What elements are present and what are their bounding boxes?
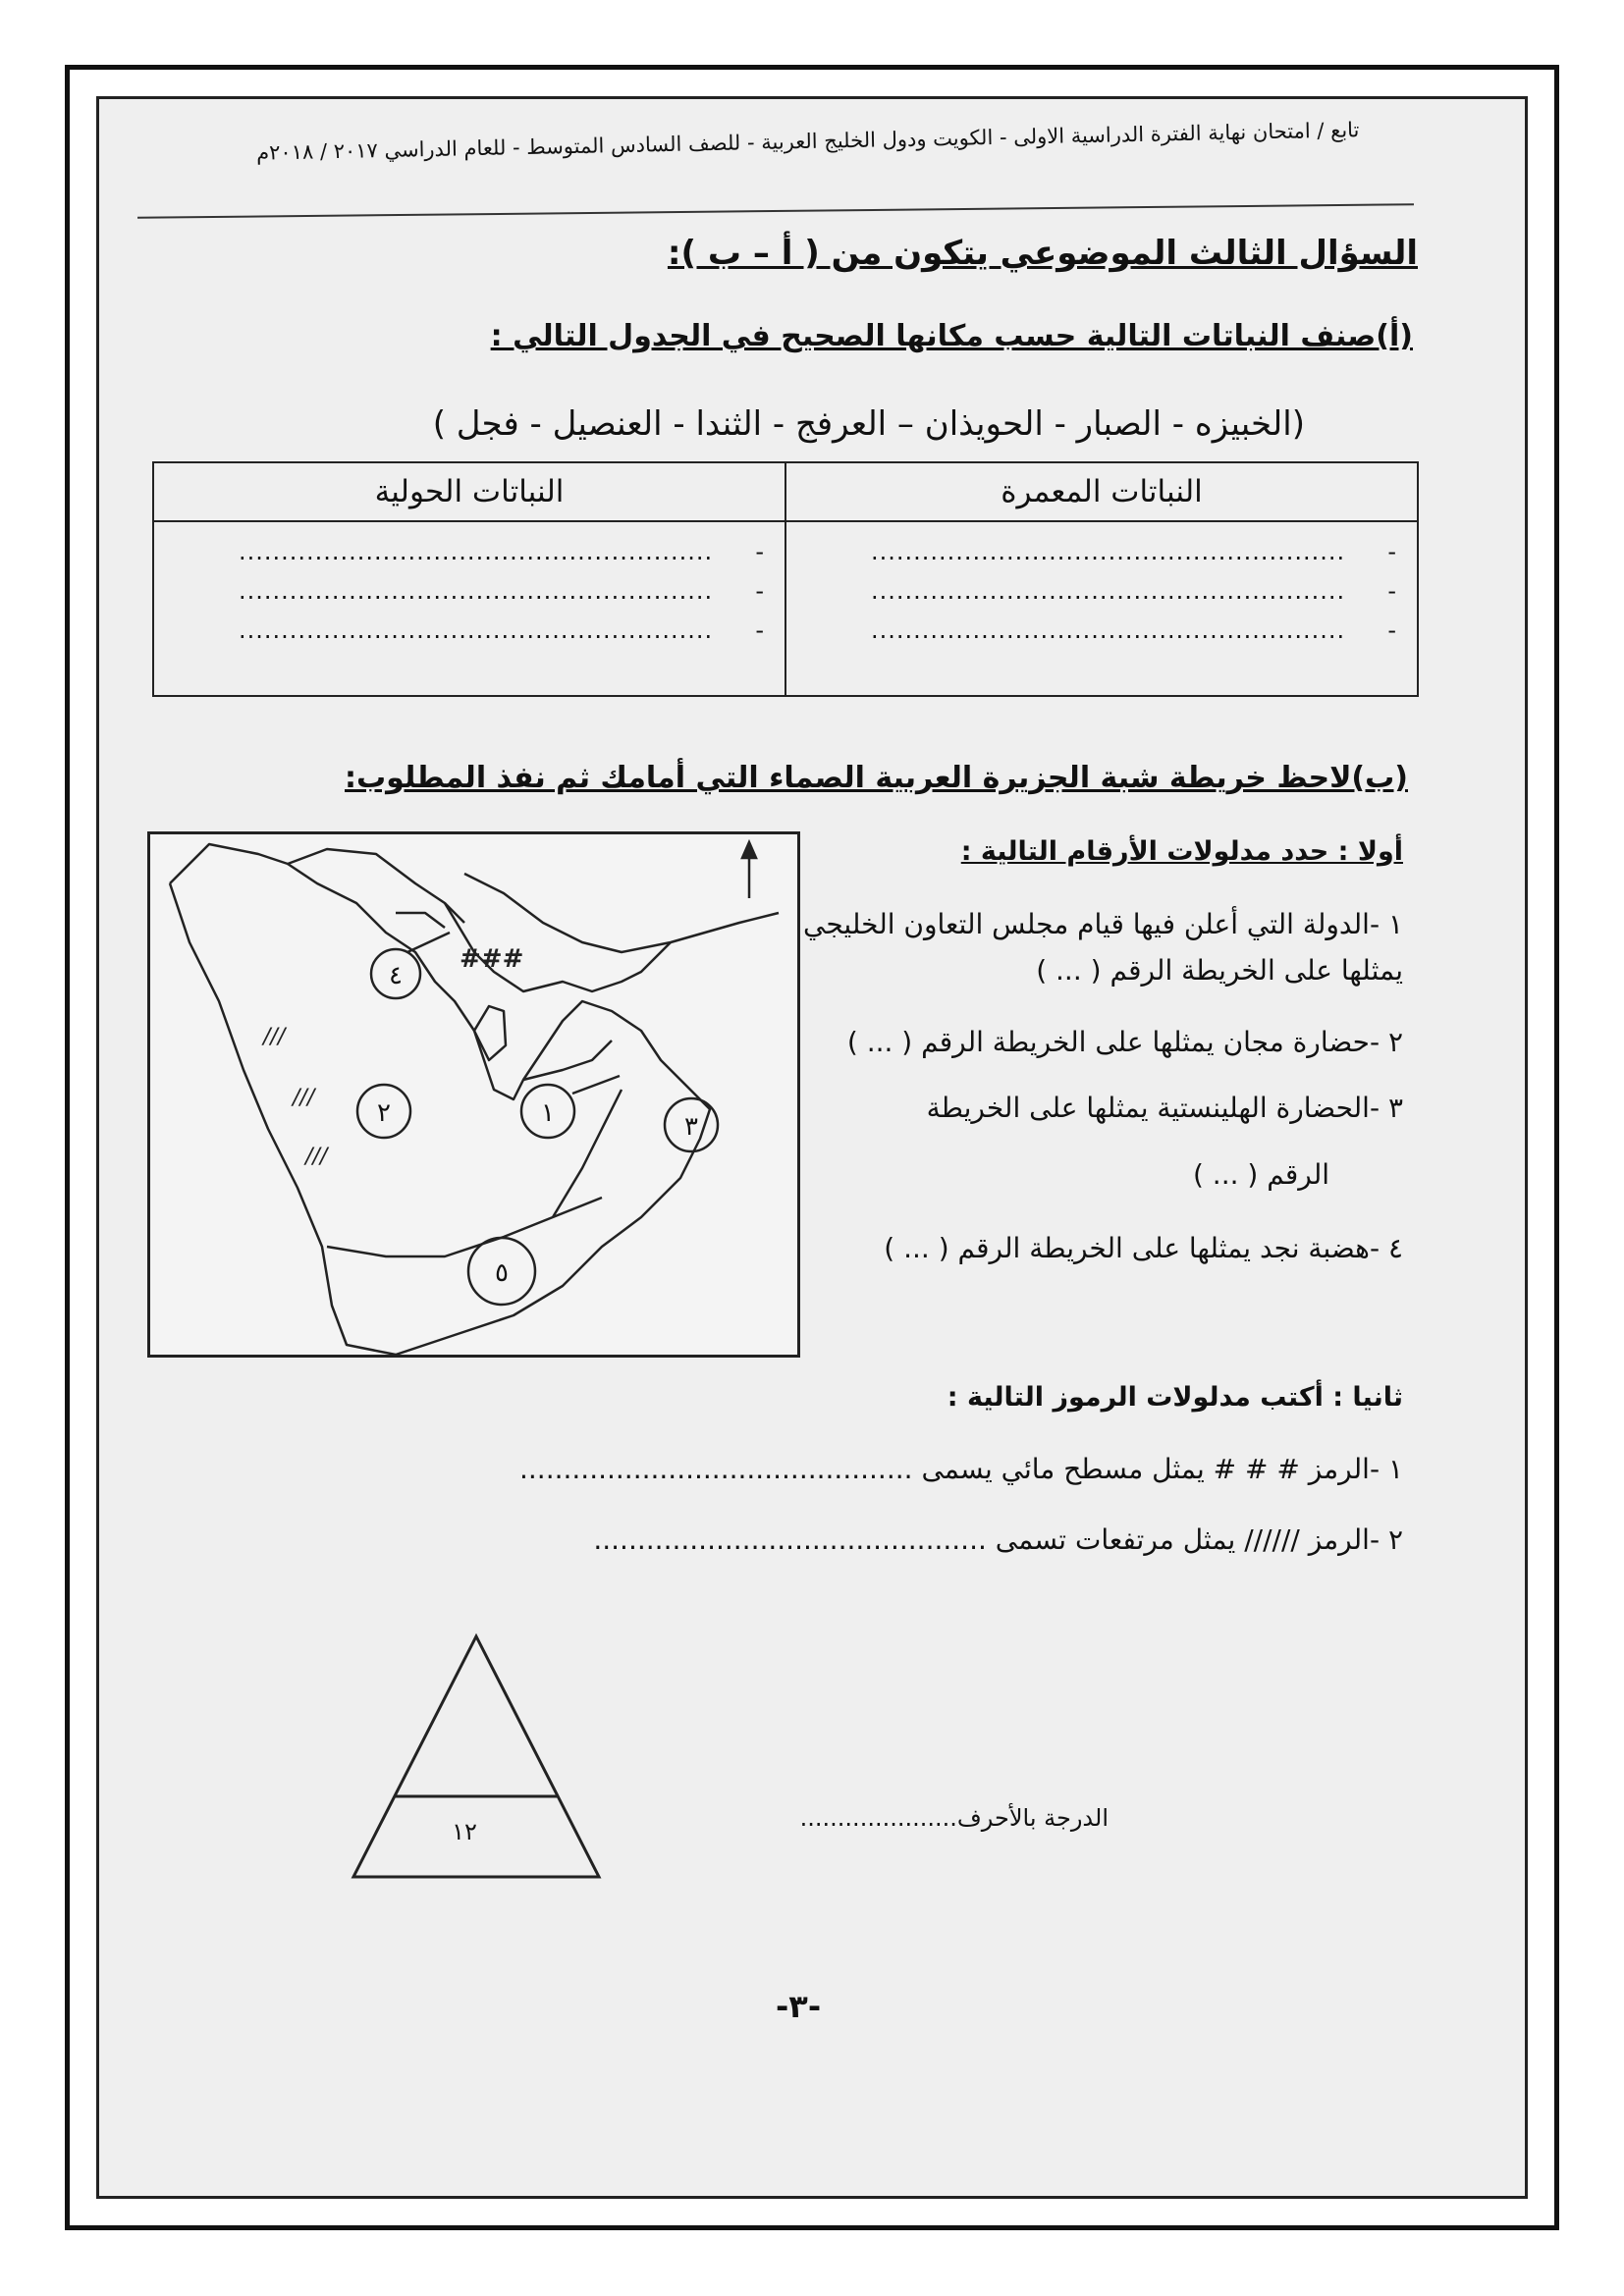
map-drawing [150, 834, 800, 1358]
symbol-item-1-blank[interactable]: ............................................. [519, 1453, 913, 1485]
qatar-outline [474, 1006, 506, 1060]
symbol-item-1: ١ -الرمز # # # يمثل مسطح مائي يسمى ............................................. [519, 1453, 1403, 1485]
part-b-title: (ب)لاحظ خريطة شبة الجزيرة العربية الصماء التي أمامك ثم نفذ المطلوب: [345, 761, 1408, 795]
map-label-4: ٤ [389, 961, 403, 990]
map-label-2: ٢ [377, 1098, 391, 1128]
perennial-row-2[interactable]: - ........................................................ [870, 577, 1397, 605]
map-label-5: ٥ [495, 1258, 509, 1288]
kuwait-border [396, 913, 445, 928]
highland-symbol-1: /// [263, 1025, 286, 1049]
second-title: ثانيا : أكتب مدلولات الرموز التالية : [947, 1382, 1403, 1413]
annual-row-3[interactable]: - ........................................................ [238, 616, 765, 644]
oman-border [553, 1090, 622, 1217]
perennial-header: النباتات المعمرة [785, 462, 1418, 521]
grade-pyramid [344, 1631, 609, 1887]
grade-in-letters[interactable]: الدرجة بالأحرف..................... [799, 1804, 1109, 1832]
part-a-title: (أ)صنف النباتات التالية حسب مكانها الصحيح في الجدول التالي : [490, 319, 1413, 353]
map-label-3: ٣ [684, 1112, 698, 1142]
plant-word-bank: (الخبيزه - الصبار - الحويذان – العرفج - الثندا - العنصيل - فجل ) [432, 404, 1305, 444]
arabian-peninsula-map [147, 831, 800, 1358]
annual-cell [153, 521, 785, 696]
item-1-line-2: يمثلها على الخريطة الرقم ( ... ) [1036, 954, 1403, 987]
perennial-row-3[interactable]: - ........................................................ [870, 616, 1397, 644]
highland-symbol-2: /// [293, 1086, 315, 1110]
item-4: ٤ -هضبة نجد يمثلها على الخريطة الرقم ( ... ) [884, 1232, 1403, 1264]
map-label-1: ١ [541, 1098, 555, 1128]
water-symbol: ### [460, 944, 524, 974]
item-2: ٢ -حضارة مجان يمثلها على الخريطة الرقم ( ... ) [846, 1026, 1403, 1058]
symbol-item-2-blank[interactable]: ............................................. [593, 1523, 987, 1556]
question-title: السؤال الثالث الموضوعي يتكون من ( أ – ب ): [667, 234, 1418, 273]
arrow-1-line [572, 1076, 620, 1094]
perennial-cell [785, 521, 1418, 696]
plants-table [152, 461, 1419, 697]
item-3-line-1: ٣ -الحضارة الهلينستية يمثلها على الخريطة [926, 1092, 1403, 1124]
annual-row-1[interactable]: - ........................................................ [238, 538, 765, 565]
annual-row-2[interactable]: - ........................................................ [238, 577, 765, 605]
highland-symbol-3: /// [305, 1145, 328, 1169]
item-1-line-1: ١ -الدولة التي أعلن فيها قيام مجلس التعاون الخليجي [802, 908, 1403, 940]
symbol-item-2: ٢ -الرمز ////// يمثل مرتفعات تسمى ............................................. [593, 1523, 1403, 1556]
page-number: -٣- [776, 1988, 822, 2025]
annual-header: النباتات الحولية [153, 462, 785, 521]
perennial-row-1[interactable]: - ........................................................ [870, 538, 1397, 565]
iran-coast [464, 874, 779, 952]
north-arrow-icon [742, 842, 756, 898]
first-title: أولا : حدد مدلولات الأرقام التالية : [960, 836, 1403, 867]
item-3-line-2: الرقم ( ... ) [1192, 1158, 1329, 1191]
grade-score: ١٢ [452, 1818, 477, 1845]
arrow-4-line [407, 933, 450, 952]
exam-header: تابع / امتحان نهاية الفترة الدراسية الاولى - الكويت ودول الخليج العربية - للصف السادس المتوسط - للعام الدراسي ٢٠١٧ / ٢٠١٨م [255, 118, 1360, 165]
